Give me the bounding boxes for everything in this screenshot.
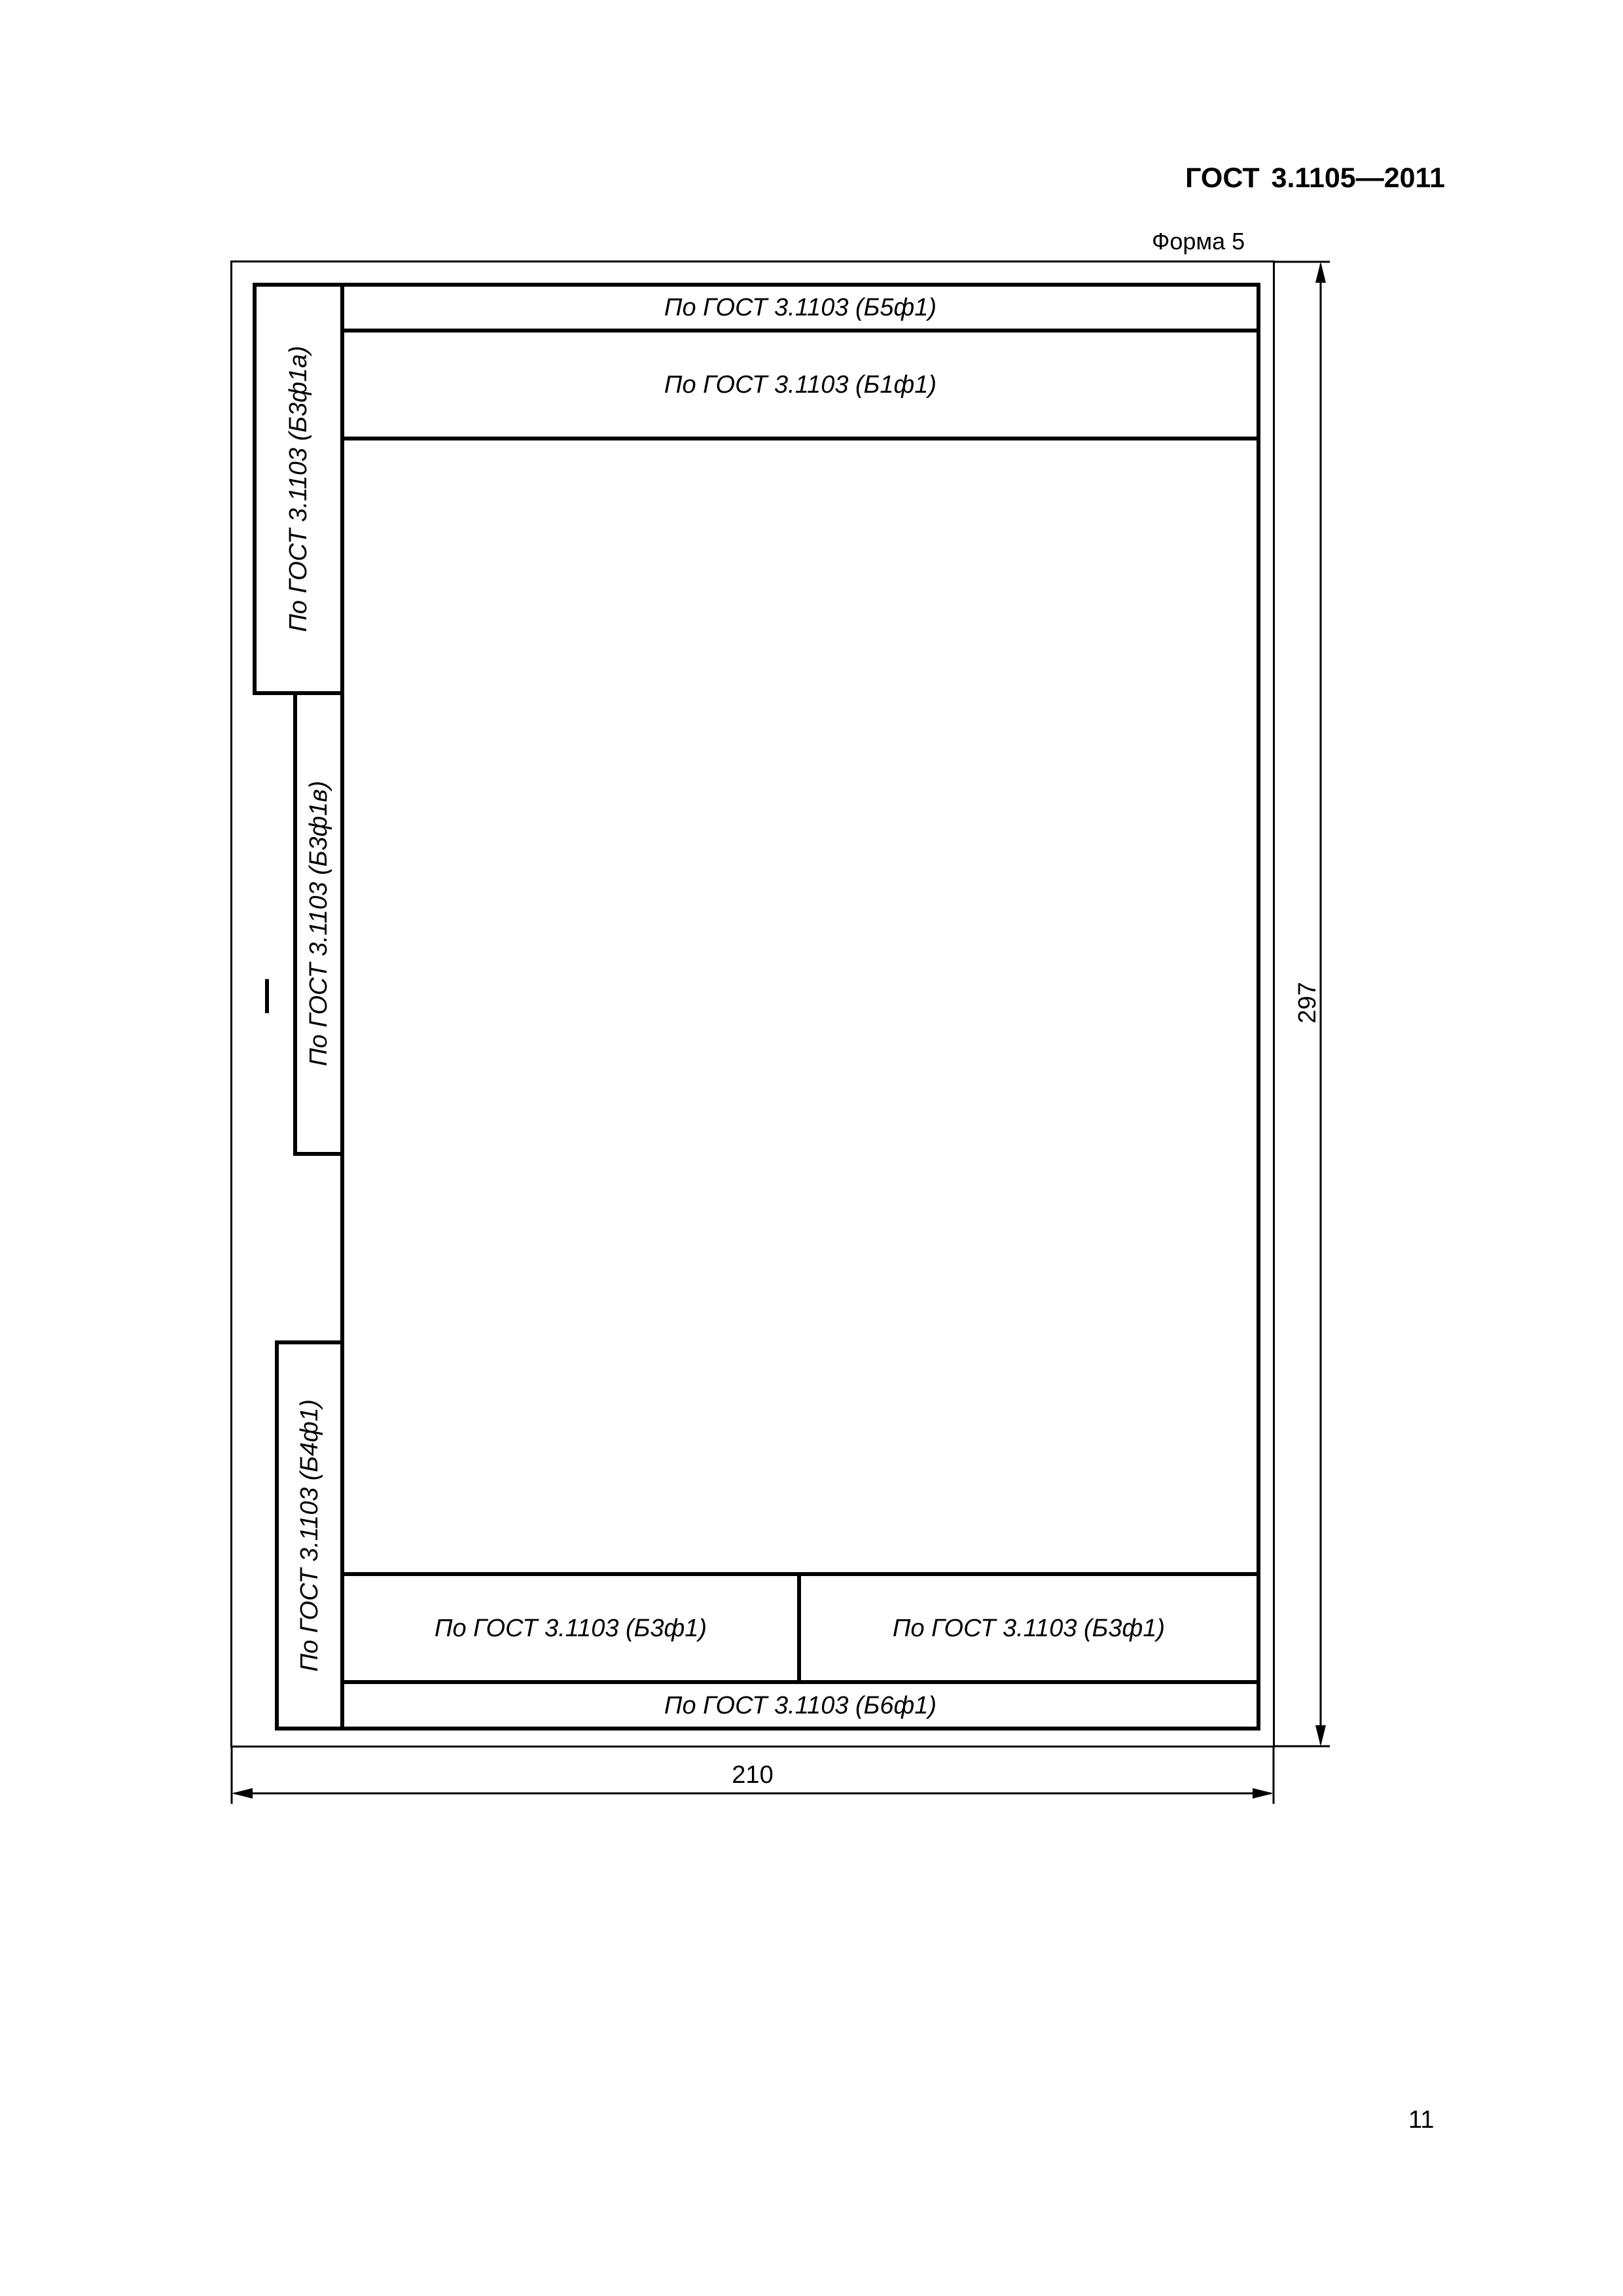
top-block-label: По ГОСТ 3.1103 (Б5ф1)	[664, 294, 937, 321]
width-dimension: 210	[732, 1761, 774, 1789]
side-block-lower-label: По ГОСТ 3.1103 (Б4ф1)	[296, 1399, 323, 1672]
document-title: ГОСТ 3.1105—2011	[1185, 162, 1445, 194]
side-block-middle-label: По ГОСТ 3.1103 (Б3ф1в)	[305, 781, 332, 1066]
bottom-block-label: По ГОСТ 3.1103 (Б6ф1)	[664, 1691, 937, 1719]
page-number: 11	[1408, 2106, 1435, 2134]
bottom-left-label: По ГОСТ 3.1103 (Б3ф1)	[434, 1614, 707, 1642]
bottom-right-label: По ГОСТ 3.1103 (Б3ф1)	[892, 1614, 1166, 1642]
main-header-label: По ГОСТ 3.1103 (Б1ф1)	[664, 370, 937, 399]
height-dimension: 297	[1294, 982, 1321, 1024]
form-label: Форма 5	[1152, 228, 1245, 255]
side-block-upper-label: По ГОСТ 3.1103 (Б3ф1а)	[285, 346, 312, 632]
